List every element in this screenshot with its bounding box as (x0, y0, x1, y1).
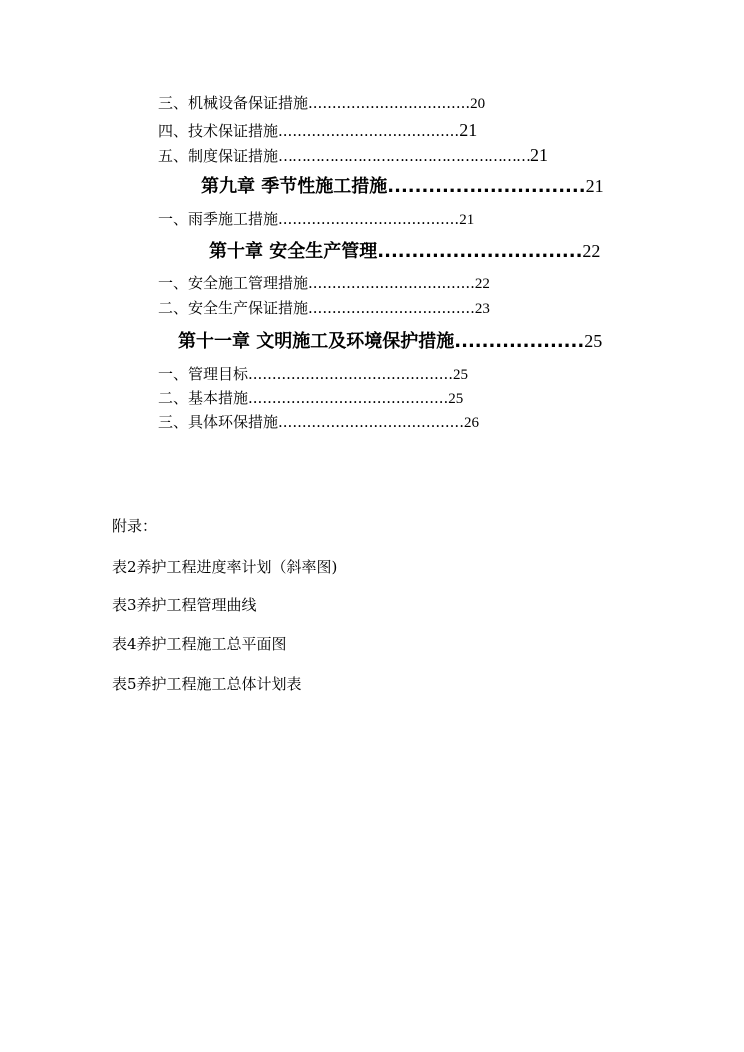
toc-entry (158, 96, 485, 112)
toc-entry (158, 146, 548, 164)
appendix-item: 表2养护工程进度率计划（斜率图) (112, 558, 338, 576)
appendix-item: 表4养护工程施工总平面图 (112, 635, 287, 653)
toc-entry-leader: .......................................... (248, 389, 449, 407)
toc-entry-page: 21 (530, 145, 549, 165)
toc-entry-leader: ....................................... (278, 413, 464, 431)
toc-entry-title: 一、安全施工管理措施 (158, 274, 309, 292)
toc-entry-page: 22 (474, 276, 490, 292)
toc-entry-leader: ...................................... (278, 122, 460, 140)
toc-entry-leader: .............................. (377, 241, 583, 262)
toc-entry (158, 367, 468, 383)
toc-entry-page: 25 (453, 367, 469, 383)
toc-entry-title: 五、制度保证措施 (158, 147, 279, 165)
toc-entry-page: 26 (463, 415, 479, 431)
toc-entry-title: 三、具体环保措施 (158, 413, 279, 431)
toc-entry-page: 21 (585, 176, 604, 196)
toc-entry-page: 20 (470, 96, 486, 112)
toc-entry-title: 二、基本措施 (158, 389, 249, 407)
toc-entry-leader: ........................................... (248, 365, 454, 383)
toc-chapter-entry (201, 177, 604, 196)
toc-entry-page: 22 (582, 241, 601, 261)
toc-entry-leader: ……………………………………………… (278, 147, 531, 165)
toc-entry-title: 一、管理目标 (158, 365, 249, 383)
toc-entry-title: 三、机械设备保证措施 (158, 94, 309, 112)
toc-entry-page: 25 (448, 391, 464, 407)
toc-entry-leader: ............................. (387, 176, 586, 197)
toc-entry-leader: ................................... (308, 274, 475, 292)
toc-entry (158, 415, 479, 431)
toc-entry (158, 212, 474, 228)
toc-entry-page: 25 (584, 331, 603, 351)
toc-entry-leader: .................................. (308, 94, 471, 112)
toc-chapter-entry (178, 332, 602, 351)
toc-entry (158, 121, 477, 139)
toc-entry-title: 一、雨季施工措施 (158, 210, 279, 228)
toc-entry (158, 301, 490, 317)
toc-entry-title: 四、技术保证措施 (158, 122, 279, 140)
toc-entry-page: 23 (474, 301, 490, 317)
toc-entry (158, 276, 490, 292)
toc-entry (158, 391, 463, 407)
toc-entry-title: 第十章 安全生产管理 (209, 241, 378, 262)
toc-entry-page: 21 (459, 212, 475, 228)
toc-entry-title: 第十一章 文明施工及环境保护措施 (178, 331, 455, 352)
toc-entry-page: 21 (459, 120, 478, 140)
toc-entry-title: 二、安全生产保证措施 (158, 299, 309, 317)
appendix-heading: 附录： (112, 517, 158, 535)
toc-entry-title: 第九章 季节性施工措施 (201, 176, 388, 197)
toc-entry-leader: ................................... (308, 299, 475, 317)
appendix-item: 表3养护工程管理曲线 (112, 596, 257, 614)
toc-entry-leader: ...................................... (278, 210, 460, 228)
appendix-item: 表5养护工程施工总体计划表 (112, 675, 302, 693)
toc-entry-leader: ................... (454, 331, 585, 352)
toc-chapter-entry (209, 242, 600, 261)
